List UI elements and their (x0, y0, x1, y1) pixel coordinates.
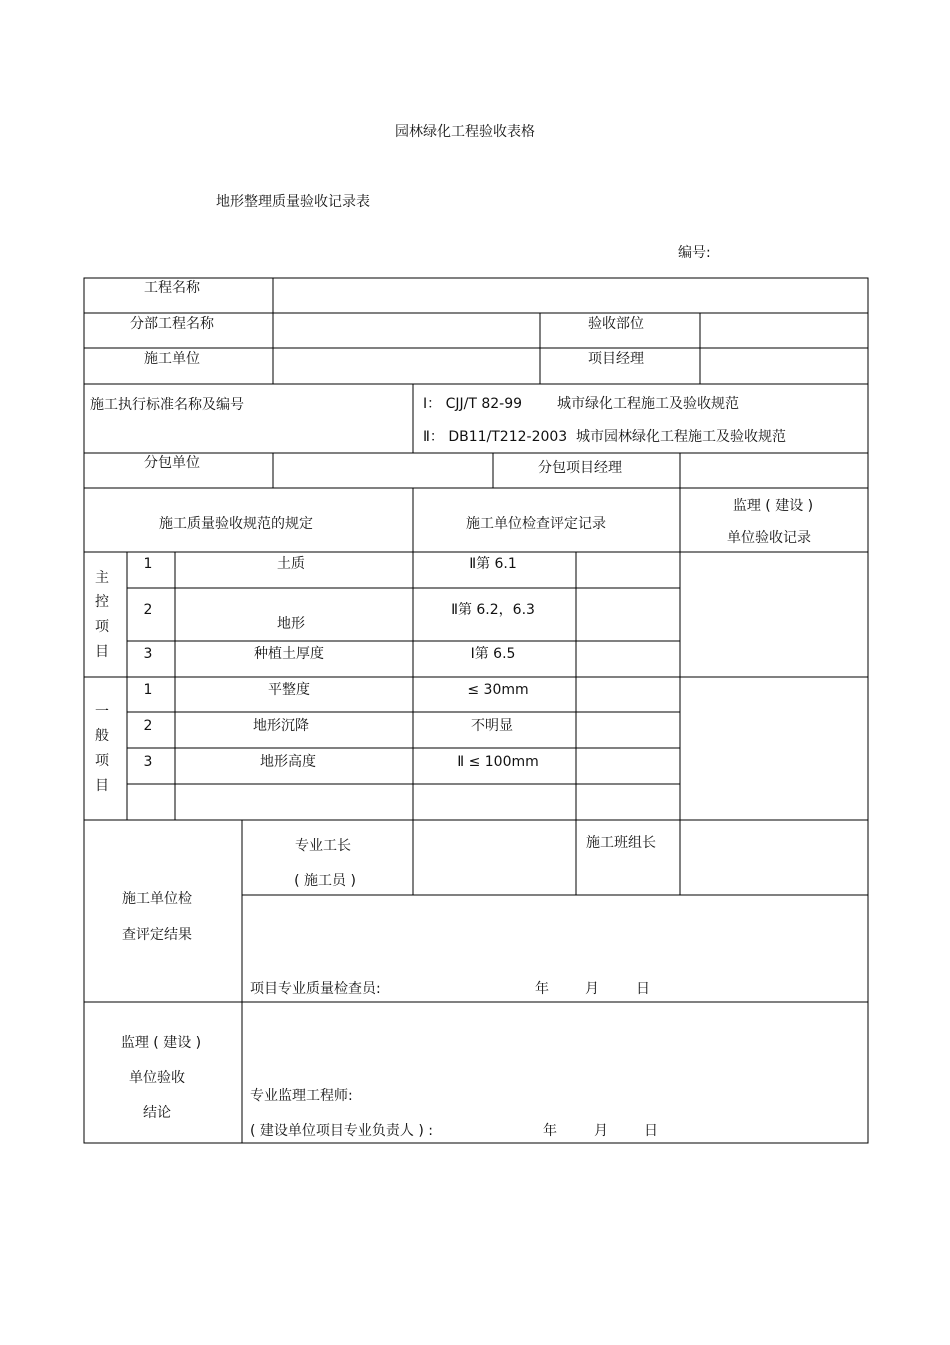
subcontractor-label: 分包单位 (144, 455, 200, 471)
item-spec: Ⅱ第 6.1 (469, 556, 517, 572)
sub-project-label: 分部工程名称 (130, 316, 214, 332)
standard-2-name: 城市园林绿化工程施工及验收规范 (576, 429, 786, 445)
item-spec: Ⅱ第 6.2，6.3 (451, 602, 535, 618)
main-items-group-char: 控 (95, 594, 109, 610)
standard-2-code: Ⅱ： DB11/T212-2003 (423, 429, 568, 445)
column-supervision-header-line2: 单位验收记录 (727, 530, 811, 546)
item-name: 种植土厚度 (254, 646, 324, 662)
item-name: 地形 (277, 616, 305, 632)
project-manager-label: 项目经理 (588, 351, 644, 367)
date-month-label: 月 (585, 981, 599, 997)
supervising-engineer-label: 专业监理工程师: (250, 1088, 353, 1104)
item-spec: ≤ 30mm (467, 682, 529, 698)
construction-unit-label: 施工单位 (144, 351, 200, 367)
acceptance-part-label: 验收部位 (588, 316, 644, 332)
general-items-group-char: 般 (95, 728, 109, 744)
column-spec-header: 施工质量验收规范的规定 (159, 516, 313, 532)
column-supervision-header-line1: 监理 ( 建设 ) (732, 498, 814, 514)
evaluation-label-line1: 施工单位检 (122, 891, 192, 907)
date-month-label: 月 (594, 1123, 608, 1139)
row-number: 1 (143, 556, 153, 572)
main-items-group-char: 主 (95, 570, 109, 586)
column-check-record-header: 施工单位检查评定记录 (466, 516, 606, 532)
item-spec: Ⅱ ≤ 100mm (457, 754, 539, 770)
row-number: 2 (143, 718, 153, 734)
date-day-label: 日 (644, 1123, 658, 1139)
form-title: 地形整理质量验收记录表 (216, 194, 370, 210)
general-items-group-char: 一 (95, 704, 109, 720)
subcontract-manager-label: 分包项目经理 (538, 460, 622, 476)
item-spec: 不明显 (471, 718, 513, 734)
conclusion-label-line3: 结论 (143, 1105, 171, 1121)
item-name: 土质 (277, 556, 305, 572)
main-items-group-char: 目 (95, 644, 109, 660)
date-year-label: 年 (543, 1123, 557, 1139)
date-year-label: 年 (535, 981, 549, 997)
conclusion-label-line2: 单位验收 (129, 1070, 185, 1086)
row-number: 2 (143, 602, 153, 618)
owner-representative-label: ( 建设单位项目专业负责人 ) : (250, 1123, 433, 1139)
item-name: 地形高度 (260, 754, 316, 770)
quality-inspector-label: 项目专业质量检查员: (250, 981, 381, 997)
general-items-group-char: 目 (95, 778, 109, 794)
document-title: 园林绿化工程验收表格 (395, 124, 535, 140)
standard-label: 施工执行标准名称及编号 (90, 397, 244, 413)
date-day-label: 日 (636, 981, 650, 997)
evaluation-label-line2: 查评定结果 (122, 927, 192, 943)
standard-1-name: 城市绿化工程施工及验收规范 (557, 396, 739, 412)
standard-1-code: Ⅰ： CJJ/T 82-99 (423, 396, 523, 412)
team-leader-label: 施工班组长 (586, 835, 656, 851)
item-spec: Ⅰ第 6.5 (470, 646, 516, 662)
foreman-label-line1: 专业工长 (295, 838, 351, 854)
project-name-label: 工程名称 (144, 280, 200, 296)
item-name: 地形沉降 (253, 718, 309, 734)
main-items-group-char: 项 (95, 619, 109, 635)
serial-number-label: 编号: (678, 245, 711, 261)
row-number: 1 (143, 682, 153, 698)
row-number: 3 (143, 754, 153, 770)
conclusion-label-line1: 监理 ( 建设 ) (120, 1035, 202, 1051)
general-items-group-char: 项 (95, 753, 109, 769)
item-name: 平整度 (268, 682, 310, 698)
row-number: 3 (143, 646, 153, 662)
foreman-label-line2: ( 施工员 ) (294, 873, 356, 889)
